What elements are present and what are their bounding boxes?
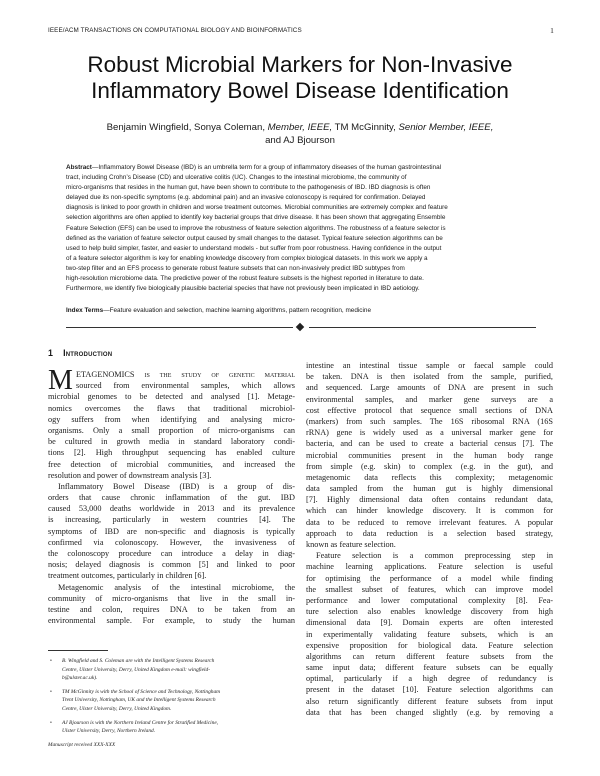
paragraph-line: orders that cause chronic inflammation of the gut. IBD bbox=[48, 493, 295, 503]
footnotes bbox=[48, 657, 295, 749]
author-line: and AJ Bjourson bbox=[265, 135, 335, 146]
paragraph-line: tions [2]. High throughput sequencing has enabled culture bbox=[48, 448, 295, 458]
section-heading bbox=[48, 348, 112, 358]
paragraph-line: Metagenomic analysis of the intestinal microbiome, the bbox=[58, 582, 295, 592]
paragraph-line: sourced from environmental samples, which allows bbox=[76, 381, 295, 391]
abstract-line: high-resolution microbiome data. The predictive power of the robust feature subsets is the highest reported in literature to date. bbox=[66, 275, 424, 283]
abstract-line: used to help build simpler, faster, and easier to understand models - but suffer from poor robustness. Having confidence in the output bbox=[66, 244, 442, 252]
right-column bbox=[306, 360, 553, 718]
paragraph-line: same input data; different feature subsets can be equally bbox=[306, 663, 553, 673]
diamond-icon bbox=[296, 323, 304, 331]
section-separator bbox=[66, 322, 536, 334]
bullet-icon: • bbox=[50, 658, 52, 664]
paragraph-line: symptoms of IBD are non-specific and diagnosis is typically bbox=[48, 526, 295, 536]
paragraph-line: intestine an intestinal tissue sample or faecal sample could bbox=[306, 361, 553, 370]
author-names-b: TM McGinnity, bbox=[332, 122, 399, 133]
footnote-line: AJ Bjourson is with the Northern Ireland Centre for Stratified Medicine, bbox=[62, 719, 219, 726]
abstract-line: of a feature selector algorithm is key for enabling knowledge discovery from complex biological datasets. In this work we apply a bbox=[66, 254, 428, 262]
paragraph-line: [7]. Highly dimensional data often contains redundant data, bbox=[306, 495, 553, 505]
abstract-line: selection algorithms are often applied to identify key bacterial groups that drive disease. It has been shown that aggregating Ensemble bbox=[66, 214, 446, 222]
paragraph-line: is increasing, particularly in western countries [4]. The bbox=[48, 515, 295, 525]
abstract-line: diagnosis is linked to poor growth in children and worse treatment outcomes. Microbial communities are extremely complex and feature bbox=[66, 204, 448, 212]
paragraph-line: data sampled from the human gut is highly dimensional bbox=[306, 484, 553, 494]
paragraph-line: microbial genomes to be detected and analysed [1]. Metage- bbox=[48, 392, 295, 402]
paragraph-line: and sequenced. Large amounts of DNA are present in such bbox=[306, 383, 553, 393]
index-terms-label: Index Terms bbox=[66, 307, 104, 314]
paragraph-line: cost effective protocol that sequence small sections of DNA bbox=[306, 405, 553, 415]
paragraph-line: dimensional data [9]. Domain experts are often interested bbox=[306, 618, 553, 628]
paragraph-line: optimal, particularly if a high degree of redundancy is bbox=[306, 674, 553, 684]
abstract-label: Abstract bbox=[66, 164, 92, 171]
paragraph-line: community of micro-organisms that live in the small in- bbox=[48, 593, 295, 603]
paragraph-line: bacteria, and can be used to create a bacterial census [7]. The bbox=[306, 439, 553, 449]
abstract-line: delayed due its non-specific symptoms (e.g. abdominal pain) and an invasive colonoscopy is required for confirmation. Delayed bbox=[66, 194, 426, 202]
abstract-line: Feature Selection (EFS) can be used to improve the robustness of feature selection algorithms. The robustness of a feature selector is bbox=[66, 224, 446, 232]
paragraph-line: nomics overcomes the flaws that traditional microbiol- bbox=[48, 403, 295, 413]
paragraph-line: from simple (e.g. skin) to complex (e.g. in the gut), and bbox=[306, 461, 553, 471]
abstract-line: tract, including Crohn’s Disease (CD) and ulcerative colitis (UC). Changes to the intestinal microbiome, the community of bbox=[66, 174, 407, 182]
author-names-a: Benjamin Wingfield, Sonya Coleman, bbox=[106, 122, 268, 133]
footnote-line: Centre, Ulster University, Derry, United Kingdom. bbox=[62, 705, 172, 712]
abstract-text: —Inflammatory Bowel Disease (IBD) is an umbrella term for a group of inflammatory diseases of the human gastrointestinal bbox=[91, 164, 442, 171]
manuscript-note: Manuscript received XXX-XXX bbox=[48, 741, 116, 748]
paragraph-line: ture selection also enables knowledge discovery from high bbox=[306, 607, 553, 617]
paragraph-line: data to be reduced to remove irrelevant features. A popular bbox=[306, 517, 553, 527]
paragraph-line: organisms. Only a small proportion of micro-organisms can bbox=[48, 425, 295, 435]
author-membership-a: Member, IEEE, bbox=[267, 122, 333, 133]
paragraph-line: Feature selection is a common preprocessing step in bbox=[316, 551, 553, 561]
abstract-line: defined as the variation of feature selector output caused by small changes to the dataset. Typical feature selection algorithms can be bbox=[66, 234, 443, 242]
paragraph-line: the smallest subset of features, which can improve model bbox=[306, 584, 553, 594]
paragraph-line: environmental sample. For example, to study the human bbox=[48, 616, 295, 626]
paragraph-line: ETAGENOMICS is the study of genetic material bbox=[76, 370, 295, 379]
abstract-line: Furthermore, we identify five biologically plausible bacterial species that have not previously been implicated in IBD aetiology. bbox=[66, 285, 420, 293]
section-title: Introduction bbox=[63, 348, 113, 358]
paragraph-line: machine learning applications. Feature selection is useful bbox=[306, 562, 553, 572]
paragraph-line: in experimentally validating feature subsets, which is an bbox=[306, 629, 553, 639]
title-line: Inflammatory Bowel Disease Identification bbox=[91, 78, 509, 103]
footnote-line: B. Wingfield and S. Coleman are with the Intelligent Systems Research bbox=[62, 658, 215, 664]
paragraph-line: rRNA) gene is widely used as a universal marker gene for bbox=[306, 428, 553, 438]
paragraph-line: algorithms can return different feature subsets from the bbox=[306, 651, 553, 661]
paragraph-line: metagenomic data reflects this complexity; metagenomic bbox=[306, 472, 553, 482]
paragraph-line: the colonoscopy procedure can introduce a delay in diag- bbox=[48, 549, 295, 558]
paragraph-line: environmental samples, and marker gene surveys are a bbox=[306, 394, 553, 404]
separator-rule-right bbox=[309, 327, 536, 328]
page-number: 1 bbox=[550, 26, 554, 35]
left-column bbox=[48, 365, 295, 626]
paragraph-line: also return significantly different feature subsets from input bbox=[306, 696, 553, 706]
paragraph-line: resolution and power of downstream analysis [3]. bbox=[48, 470, 212, 480]
paragraph-line: data that has been changed slightly (e.g. by removing a bbox=[306, 707, 553, 717]
footnote-rule bbox=[48, 650, 108, 651]
paragraph-line: ogy suffers from when identifying and analysing micro- bbox=[48, 414, 295, 424]
paragraph-line: approach to data reduction is a selection based strategy, bbox=[306, 528, 553, 538]
paragraph-line: confirmed via colonoscopy. However, the invasiveness of bbox=[48, 537, 295, 547]
footnote-line: Centre, Ulster University, Derry, United Kingdom e-mail: wingfield- bbox=[62, 666, 211, 673]
author-list bbox=[40, 121, 560, 147]
title-line: Robust Microbial Markers for Non-Invasive bbox=[87, 52, 513, 77]
paragraph-line: treatment outcomes, particularly in children [6]. bbox=[48, 571, 207, 581]
paragraph-line: be taken. DNA is then isolated from the sample, purified, bbox=[306, 372, 553, 382]
paragraph-line: present in the dataset [10]. Feature selection algorithms can bbox=[306, 685, 553, 695]
journal-name: IEEE/ACM TRANSACTIONS ON COMPUTATIONAL BIOLOGY AND BIOINFORMATICS bbox=[48, 27, 302, 34]
abstract-line bbox=[66, 163, 536, 173]
bullet-icon: • bbox=[50, 719, 52, 726]
footnote bbox=[48, 719, 295, 736]
index-terms bbox=[66, 306, 536, 316]
paragraph-line: expensive proposition for biological data. Feature selection bbox=[306, 640, 553, 650]
index-terms-text: —Feature evaluation and selection, machine learning algorithms, pattern recognition, medicine bbox=[103, 307, 372, 314]
paragraph-line: Inflammatory Bowel Disease (IBD) is a group of dis- bbox=[58, 481, 295, 491]
footnote-line: Ulster University, Derry, Northern Ireland. bbox=[62, 728, 156, 735]
paragraph-line: free detection of microbial communities, and increased the bbox=[48, 459, 295, 469]
paragraph-line: nosis; delayed diagnosis is common [5] and linked to poor bbox=[48, 560, 295, 570]
footnote bbox=[48, 688, 295, 714]
paragraph-line: performance and lower computational complexity [8]. Fea- bbox=[306, 595, 553, 605]
author-line bbox=[40, 121, 560, 134]
drop-cap: M bbox=[48, 365, 73, 396]
section-number: 1 bbox=[48, 348, 54, 358]
bullet-icon: • bbox=[50, 688, 52, 695]
paper-title bbox=[40, 52, 560, 104]
paragraph-line: microbial communities present in the human body range bbox=[306, 450, 553, 460]
paragraph-line: (markers) from such samples. The 16S ribosomal RNA (16S bbox=[306, 416, 553, 426]
footnote bbox=[48, 657, 295, 683]
abstract bbox=[66, 163, 536, 294]
footnote-line: Trent University, Nottingham, UK and the Intelligent Systems Research bbox=[62, 697, 216, 704]
paragraph-line: which can hinder knowledge discovery. It is common for bbox=[306, 506, 553, 516]
footnote-line: b@ulster.ac.uk). bbox=[62, 675, 98, 682]
abstract-line: two-step filter and an EFS process to generate robust feature subsets that can non-invasively predict IBD subtypes from bbox=[66, 264, 405, 272]
paragraph-line: known as feature selection. bbox=[306, 540, 396, 549]
author-membership-b: Senior Member, IEEE, bbox=[398, 122, 494, 133]
paragraph-line: testine and colon, requires DNA to be taken from an bbox=[48, 604, 295, 614]
paragraph-line: caused 53,000 deaths worldwide in 2013 and its prevalence bbox=[48, 504, 295, 514]
paragraph-line: for optimising the performance of a model while finding bbox=[306, 573, 553, 583]
paragraph-line: be cultured in growth media in standard laboratory condi- bbox=[48, 437, 295, 447]
footnote-line: TM McGinnity is with the School of Science and Technology, Nottingham bbox=[62, 688, 221, 695]
abstract-line: micro-organisms that resides in the human gut, have been shown to contribute to the pathogenesis of IBD. IBD diagnosis is often bbox=[66, 184, 431, 192]
separator-rule-left bbox=[66, 327, 293, 328]
